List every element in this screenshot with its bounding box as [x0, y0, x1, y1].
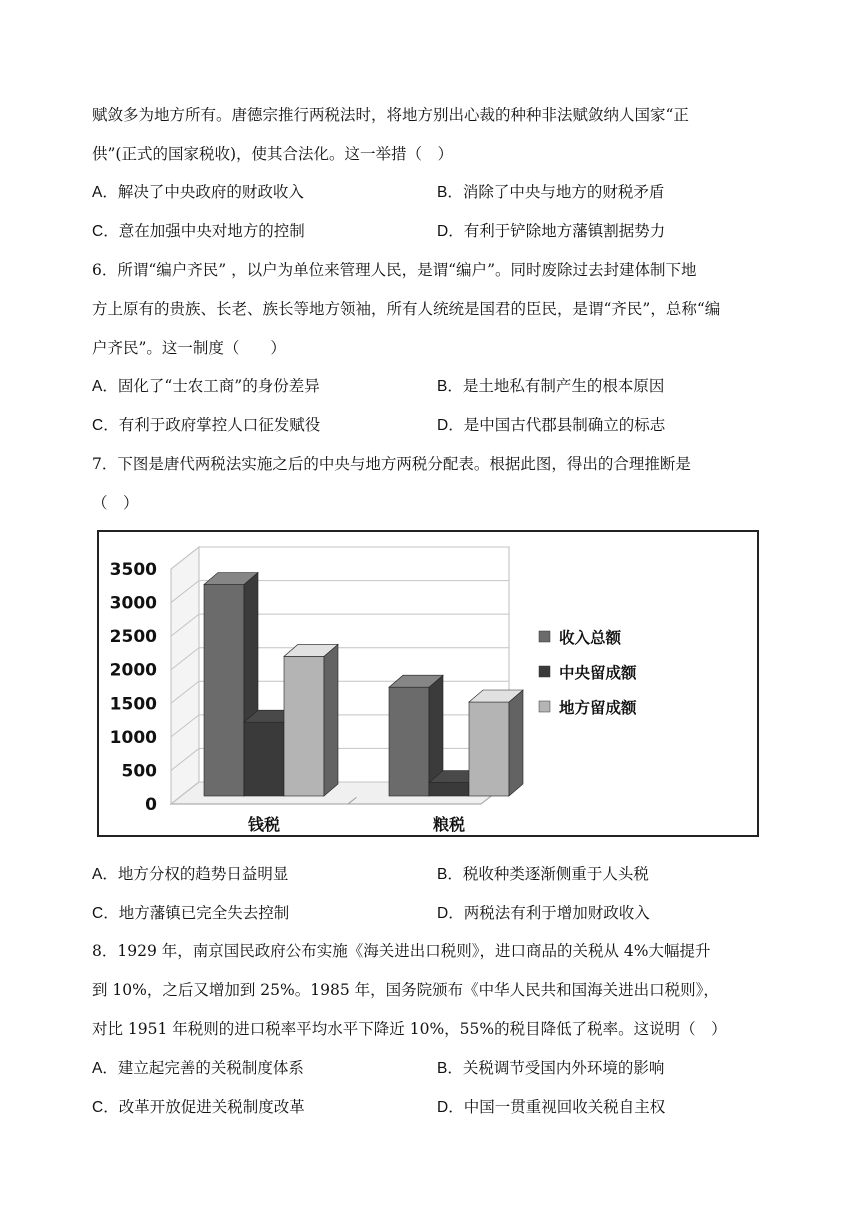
- option-letter: B．: [437, 1060, 463, 1077]
- option-letter: C．: [92, 223, 119, 240]
- option-text: 消除了中央与地方的财税矛盾: [462, 183, 665, 201]
- y-tick-label: 2000: [109, 660, 157, 681]
- option-letter: D．: [437, 905, 464, 922]
- y-tick-label: 3000: [109, 593, 157, 614]
- q8-option-c[interactable]: [92, 1095, 305, 1117]
- q5-option-c[interactable]: [92, 219, 305, 241]
- option-text: 固化了“士农工商”的身份差异: [117, 377, 320, 395]
- option-letter: B．: [437, 184, 463, 201]
- q7-option-b[interactable]: [437, 862, 649, 884]
- option-letter: A．: [92, 866, 118, 883]
- option-letter: C．: [92, 417, 119, 434]
- y-tick-label: 500: [121, 761, 157, 782]
- option-letter: A．: [92, 378, 118, 395]
- option-text: 改革开放促进关税制度改革: [118, 1098, 305, 1116]
- legend-swatch: [539, 631, 550, 642]
- chart-side-wall: [171, 547, 199, 804]
- q7-option-d[interactable]: [437, 901, 650, 923]
- option-text: 解决了中央政府的财政收入: [117, 183, 304, 201]
- y-tick-label: 3500: [109, 560, 157, 580]
- q5-stem-line-2: 供”(正式的国家税收)，使其合法化。这一举措（ ）: [92, 145, 454, 163]
- bar-2-1: [244, 722, 284, 796]
- option-text: 地方藩镇已完全失去控制: [118, 904, 290, 922]
- bar-3-1: [284, 656, 324, 796]
- q8-option-a[interactable]: [92, 1056, 304, 1078]
- q8-option-b[interactable]: [437, 1056, 664, 1078]
- q6-stem-line-3: 户齐民”。这一制度（ ）: [92, 339, 286, 357]
- option-text: 关税调节受国内外环境的影响: [462, 1059, 665, 1077]
- option-letter: D．: [437, 417, 464, 434]
- q7-stem-line-1: 7．下图是唐代两税法实施之后的中央与地方两税分配表。根据此图，得出的合理推断是: [92, 455, 691, 473]
- bar-1-2: [389, 687, 429, 796]
- y-tick-label: 0: [145, 795, 157, 815]
- option-text: 两税法有利于增加财政收入: [463, 904, 650, 922]
- q6-option-a[interactable]: [92, 374, 320, 396]
- q5-stem-line-1: 赋敛多为地方所有。唐德宗推行两税法时，将地方别出心裁的种种非法赋敛纳人国家“正: [92, 106, 689, 124]
- legend-label: 中央留成额: [559, 664, 637, 682]
- legend-label: 地方留成额: [559, 699, 637, 717]
- q6-stem-line-2: 方上原有的贵族、长老、族长等地方领袖，所有人统统是国君的臣民，是谓“齐民”，总称“编: [92, 300, 721, 318]
- q6-option-d[interactable]: [437, 413, 665, 435]
- q6-option-c[interactable]: [92, 413, 320, 435]
- chart-canvas: [99, 532, 757, 835]
- option-letter: D．: [437, 223, 464, 240]
- tax-distribution-chart: [97, 530, 759, 837]
- option-letter: B．: [437, 378, 463, 395]
- q7-option-c[interactable]: [92, 901, 289, 923]
- option-text: 建立起完善的关税制度体系: [117, 1059, 304, 1077]
- option-letter: B．: [437, 866, 463, 883]
- q8-stem-line-3: 对比 1951 年税则的进口税率平均水平下降近 10%，55%的税目降低了税率。这说明（ ）: [92, 1020, 727, 1038]
- q8-stem-line-2: 到 10%，之后又增加到 25%。1985 年，国务院颁布《中华人民共和国海关进出口税则》，: [92, 981, 719, 999]
- option-text: 是中国古代郡县制确立的标志: [463, 416, 666, 434]
- option-text: 有利于政府掌控人口征发赋役: [118, 416, 321, 434]
- option-text: 中国一贯重视回收关税自主权: [463, 1098, 666, 1116]
- bar-3-2: [469, 702, 509, 796]
- q8-stem-line-1: 8．1929 年，南京国民政府公布实施《海关进出口税则》，进口商品的关税从 4%大幅提升: [92, 942, 711, 960]
- option-text: 是土地私有制产生的根本原因: [462, 377, 665, 395]
- q8-option-d[interactable]: [437, 1095, 665, 1117]
- bar-1-1: [204, 585, 244, 797]
- legend-label: 收入总额: [559, 629, 622, 647]
- q5-option-b[interactable]: [437, 180, 664, 202]
- q6-option-b[interactable]: [437, 374, 664, 396]
- option-letter: C．: [92, 905, 119, 922]
- option-letter: D．: [437, 1099, 464, 1116]
- legend-swatch: [539, 701, 550, 712]
- bar-2-2: [429, 783, 469, 796]
- option-text: 地方分权的趋势日益明显: [117, 865, 289, 883]
- option-text: 税收种类逐渐侧重于人头税: [462, 865, 649, 883]
- option-letter: A．: [92, 184, 118, 201]
- category-label: 钱税: [247, 815, 281, 834]
- y-tick-label: 1500: [109, 694, 157, 715]
- legend-swatch: [539, 666, 550, 677]
- option-letter: C．: [92, 1099, 119, 1116]
- option-letter: A．: [92, 1060, 118, 1077]
- y-tick-label: 2500: [109, 627, 157, 648]
- y-tick-label: 1000: [109, 727, 157, 748]
- bar-side-3-2: [509, 690, 523, 796]
- q7-option-a[interactable]: [92, 862, 288, 884]
- option-text: 意在加强中央对地方的控制: [118, 222, 305, 240]
- q7-stem-line-2: （ ）: [92, 494, 139, 512]
- bar-side-3-1: [324, 644, 338, 796]
- q5-option-a[interactable]: [92, 180, 304, 202]
- category-label: 粮税: [432, 815, 466, 834]
- q6-stem-line-1: 6．所谓“编户齐民” ，以户为单位来管理人民，是谓“编户”。同时废除过去封建体制下地: [92, 261, 697, 279]
- option-text: 有利于铲除地方藩镇割据势力: [463, 222, 666, 240]
- q5-option-d[interactable]: [437, 219, 665, 241]
